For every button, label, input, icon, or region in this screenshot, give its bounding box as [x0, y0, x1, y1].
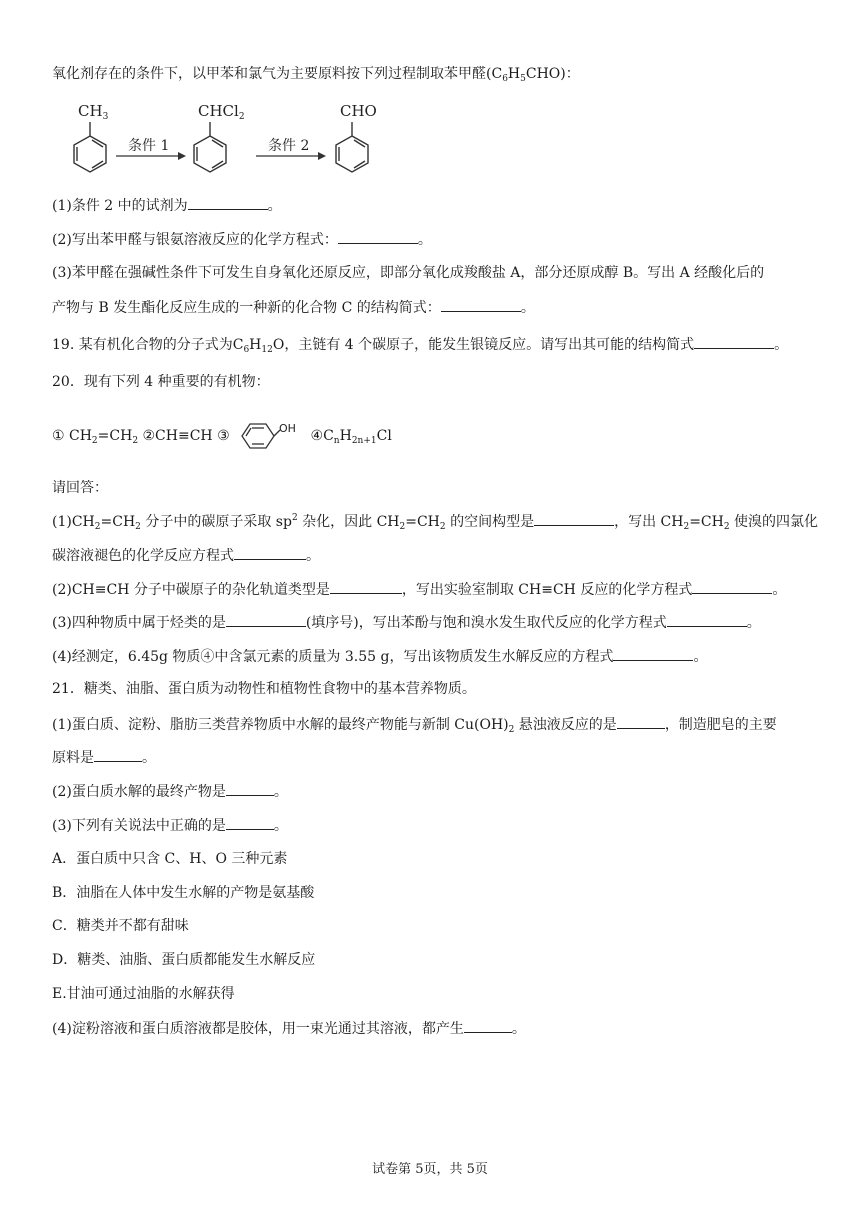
- phenol-structure: [234, 420, 296, 452]
- answer-blank[interactable]: [94, 747, 142, 762]
- text: ① CH: [52, 428, 92, 444]
- answer-blank[interactable]: [534, 511, 614, 526]
- q19: [52, 334, 788, 355]
- text: H: [339, 428, 352, 444]
- text: ，制造肥皂的主要: [664, 717, 777, 733]
- benzaldehyde-structure: [336, 122, 368, 172]
- text: (1)蛋白质、淀粉、脂肪三类营养物质中水解的最终产物能与新制 Cu(OH): [52, 717, 509, 733]
- intro-text-end: )：: [560, 66, 580, 82]
- answer-blank[interactable]: [694, 334, 774, 349]
- answer-blank[interactable]: [188, 195, 268, 210]
- intro-text: 氧化剂存在的条件下，以甲苯和氯气为主要原料按下列过程制取苯甲醛(: [52, 66, 492, 82]
- arrow-head-1: [178, 152, 186, 160]
- text: ②CH≡CH ③: [138, 428, 230, 444]
- text: 。: [306, 548, 320, 564]
- answer-blank[interactable]: [617, 714, 665, 729]
- q21-option-c: C．糖类并不都有甜味: [52, 918, 189, 934]
- formula: C: [491, 66, 503, 82]
- text: ，写出 CH: [614, 514, 684, 530]
- benzaldehyde-label: CHO: [340, 102, 377, 120]
- text: =CH: [100, 514, 136, 530]
- text: 的空间构型是: [445, 514, 535, 530]
- text: (2)蛋白质水解的最终产物是: [52, 784, 226, 800]
- text: (1)CH: [52, 514, 95, 530]
- sub: 2: [132, 436, 139, 446]
- sub: 2: [94, 522, 101, 532]
- text: 杂化，因此 CH: [297, 514, 400, 530]
- text: 。: [273, 818, 288, 834]
- q18-part1: [52, 195, 282, 216]
- toluene-structure: [74, 122, 106, 172]
- sub: 2: [91, 436, 98, 446]
- q18-part3-line1: [52, 263, 764, 283]
- text: 使溴的四氯化: [729, 514, 819, 530]
- toluene-label: $CH_3$: [78, 102, 109, 122]
- formula: O: [272, 337, 285, 353]
- text: (4)淀粉溶液和蛋白质溶液都是胶体，用一束光通过其溶液，都产生: [52, 1021, 464, 1037]
- text: 。: [693, 649, 708, 665]
- q20-part4: [52, 646, 707, 667]
- formula: CHO: [525, 66, 561, 82]
- answer-blank[interactable]: [226, 815, 274, 830]
- q18-part2: [52, 229, 432, 250]
- text: (4)经测定，6.45g 物质④中含氯元素的质量为 3.55 g，写出该物质发生水解反应的方程式: [52, 649, 614, 665]
- sub: 6: [502, 74, 508, 84]
- page-footer: 试卷第 5页，共 5页: [372, 1162, 488, 1177]
- benzal-chloride-structure: [194, 122, 226, 172]
- sub: 2: [399, 522, 406, 532]
- sub: 2: [439, 522, 446, 532]
- sub: 2: [135, 522, 141, 532]
- text: 悬浊液反应的是: [514, 717, 617, 733]
- sub: 2: [723, 522, 730, 532]
- answer-blank[interactable]: [667, 612, 747, 627]
- q18-part3-line2: [52, 297, 535, 318]
- text: 。: [142, 750, 156, 766]
- q21-part1-line2: [52, 747, 156, 768]
- text: 。: [772, 582, 787, 598]
- sub: 2: [683, 522, 690, 532]
- text: 。: [520, 300, 535, 316]
- q21-option-e: E.甘油可通过油脂的水解获得: [52, 986, 235, 1002]
- q21-part4: [52, 1018, 526, 1039]
- text: (3)下列有关说法中正确的是: [52, 818, 226, 834]
- answer-blank[interactable]: [234, 545, 306, 560]
- q21-option-b: B．油脂在人体中发生水解的产物是氨基酸: [52, 885, 315, 901]
- text: 。: [511, 1021, 526, 1037]
- sub: 2n+1: [351, 436, 377, 446]
- text: =CH: [97, 428, 133, 444]
- q20-part1-line2: [52, 545, 320, 566]
- answer-blank[interactable]: [226, 781, 274, 796]
- oh-label: OH: [279, 422, 297, 435]
- text: 。: [267, 198, 282, 214]
- q20-ask: 请回答：: [52, 480, 108, 496]
- formula: H: [507, 66, 521, 82]
- q21-title: 21．糖类、油脂、蛋白质为动物性和植物性食物中的基本营养物质。: [52, 681, 476, 697]
- sub: 12: [261, 345, 273, 355]
- q21-part2: [52, 781, 288, 802]
- text: 原料是: [52, 750, 94, 766]
- answer-blank[interactable]: [338, 229, 418, 244]
- text: (1)条件 2 中的试剂为: [52, 198, 188, 214]
- text: 碳溶液褪色的化学反应方程式: [52, 548, 234, 564]
- sub: 6: [243, 345, 250, 355]
- condition-2: 条件 2: [268, 138, 310, 154]
- q20-compounds: [52, 420, 392, 452]
- text: (3)苯甲醛在强碱性条件下可发生自身氧化还原反应，即部分氧化成羧酸盐 A，部分还原成醇 B。写出 A 经酸化后的: [52, 265, 765, 281]
- text: ④C: [310, 428, 334, 444]
- answer-blank[interactable]: [613, 646, 693, 661]
- sub: 2: [508, 725, 515, 735]
- q21-part3: [52, 815, 288, 836]
- text: =CH: [689, 514, 724, 530]
- sup: 2: [291, 513, 298, 523]
- text: (2)CH≡CH 分子中碳原子的杂化轨道类型是: [52, 582, 330, 598]
- text: 。: [774, 337, 789, 353]
- arrow-head-2: [318, 152, 326, 160]
- reaction-scheme: [40, 96, 400, 180]
- q20-title: 20．现有下列 4 种重要的有机物：: [52, 374, 270, 390]
- q20-part1-line1: [52, 511, 818, 532]
- sub: n: [333, 436, 340, 446]
- text: 。: [417, 232, 432, 248]
- text: (3)四种物质中属于烃类的是: [52, 615, 226, 631]
- text: Cl: [376, 428, 392, 444]
- text: =CH: [405, 514, 440, 530]
- text: 。: [746, 615, 761, 631]
- text: (填序号)，写出苯酚与饱和溴水发生取代反应的化学方程式: [305, 615, 667, 631]
- condition-1: 条件 1: [128, 138, 170, 154]
- intro-line: [52, 64, 580, 84]
- q21-part1-line1: [52, 714, 777, 735]
- text: ，主链有 4 个碳原子，能发生银镜反应。请写出其可能的结构简式: [284, 337, 695, 353]
- formula: H: [249, 337, 262, 353]
- answer-blank[interactable]: [330, 579, 402, 594]
- text: (2)写出苯甲醛与银氨溶液反应的化学方程式：: [52, 232, 338, 248]
- text: 产物与 B 发生酯化反应生成的一种新的化合物 C 的结构简式：: [52, 300, 441, 316]
- answer-blank[interactable]: [464, 1018, 512, 1033]
- q20-part2: [52, 579, 786, 600]
- answer-blank[interactable]: [441, 297, 521, 312]
- q20-part3: [52, 612, 761, 633]
- answer-blank[interactable]: [692, 579, 772, 594]
- text: 分子中的碳原子采取 sp: [140, 514, 292, 530]
- text: ，写出实验室制取 CH≡CH 反应的化学方程式: [401, 582, 693, 598]
- benzal-chloride-label: CHCl$_2$: [198, 102, 245, 122]
- q21-option-d: D．糖类、油脂、蛋白质都能发生水解反应: [52, 952, 316, 968]
- text: 19. 某有机化合物的分子式为: [52, 337, 233, 353]
- q21-option-a: A．蛋白质中只含 C、H、O 三种元素: [52, 851, 288, 867]
- sub: 5: [520, 74, 526, 84]
- answer-blank[interactable]: [226, 612, 306, 627]
- formula: C: [232, 337, 244, 353]
- text: 。: [273, 784, 288, 800]
